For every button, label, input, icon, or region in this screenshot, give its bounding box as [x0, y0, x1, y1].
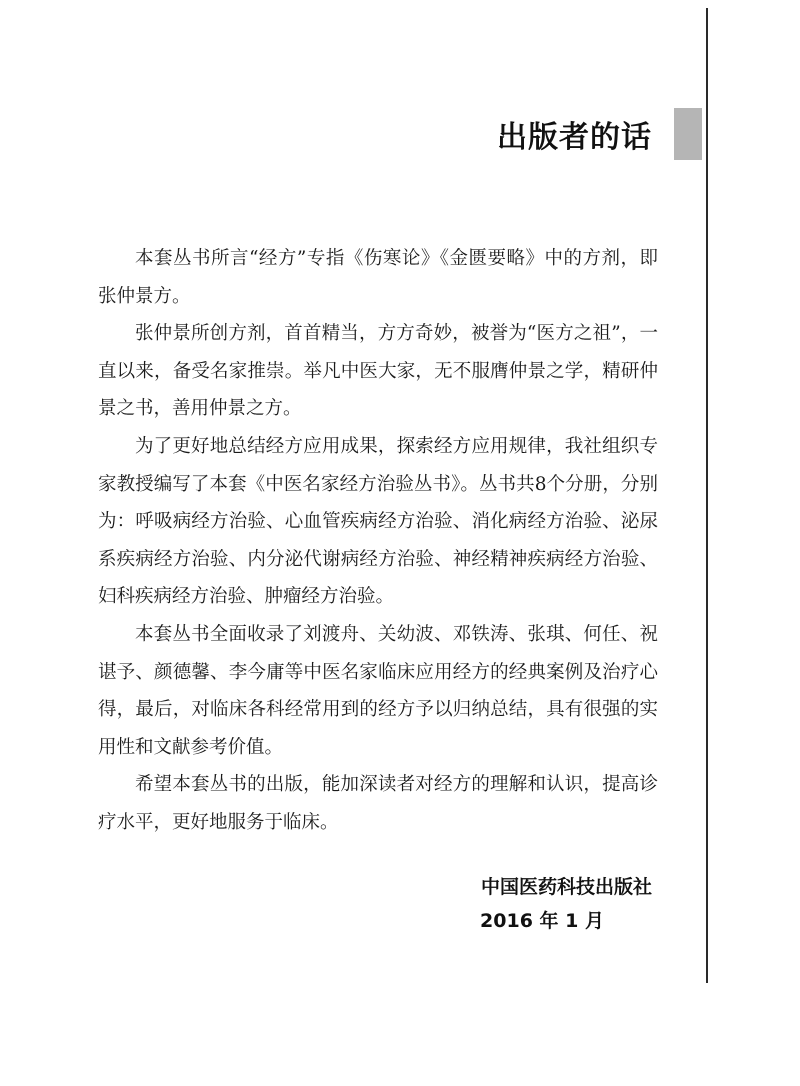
publication-date: 2016 年 1 月 [480, 910, 604, 932]
page-edge-line [706, 8, 708, 983]
paragraph-3: 为了更好地总结经方应用成果，探索经方应用规律，我社组织专家教授编写了本套《中医名家经方治验丛书》。丛书共8个分册，分别为：呼吸病经方治验、心血管疾病经方治验、消化病经方治验、泌尿系疾病经方治验、内分泌代谢病经方治验、神经精神疾病经方治验、妇科疾病经方治验、肿瘤经方治验。 [98, 435, 658, 608]
paragraph-1: 本套丛书所言“经方”专指《伤寒论》《金匮要略》中的方剂，即张仲景方。 [98, 248, 658, 307]
side-tab-marker [674, 108, 702, 160]
paragraph-2: 张仲景所创方剂，首首精当，方方奇妙，被誉为“医方之祖”，一直以来，备受名家推崇。举凡中医大家，无不服膺仲景之学，精研仲景之书，善用仲景之方。 [98, 323, 658, 420]
body-text [98, 240, 658, 842]
page-title: 出版者的话 [497, 120, 652, 155]
publisher-name: 中国医药科技出版社 [480, 876, 652, 898]
paragraph-4: 本套丛书全面收录了刘渡舟、关幼波、邓铁涛、张琪、何任、祝谌予、颜德馨、李今庸等中医名家临床应用经方的经典案例及治疗心得，最后，对临床各科经常用到的经方予以归纳总结，具有很强的实用性和文献参考价值。 [98, 623, 658, 758]
paragraph-5: 希望本套丛书的出版，能加深读者对经方的理解和认识，提高诊疗水平，更好地服务于临床。 [98, 774, 658, 833]
